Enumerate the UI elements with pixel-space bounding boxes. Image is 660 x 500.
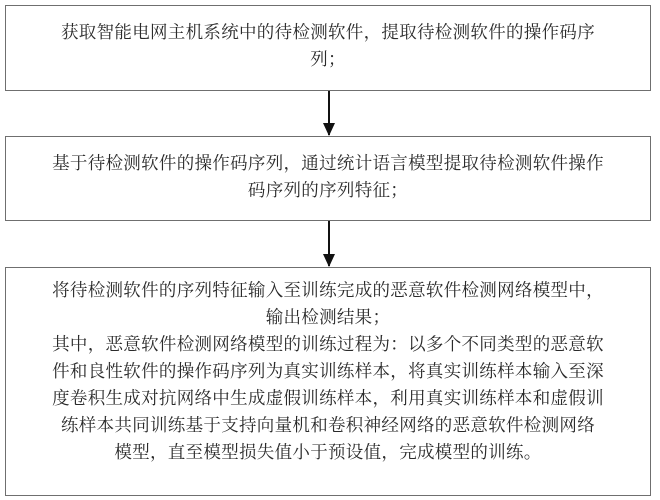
step-3-line-5: 度卷积生成对抗网络中生成虚假训练样本，利用真实训练样本和虚假训 <box>52 389 604 409</box>
step-2-line-2: 码序列的序列特征； <box>247 181 409 201</box>
step-3-text <box>16 278 640 467</box>
step-3-line-2: 输出检测结果； <box>265 308 391 328</box>
step-2-line-1: 基于待检测软件的操作码序列，通过统计语言模型提取待检测软件操作 <box>52 154 604 174</box>
step-3-line-4: 件和良性软件的操作码序列为真实训练样本，将真实训练样本输入至深 <box>52 362 604 382</box>
step-1-box <box>5 5 651 91</box>
step-2-text <box>16 151 640 205</box>
step-3-line-1: 将待检测软件的序列特征输入至训练完成的恶意软件检测网络模型中， <box>52 281 604 301</box>
step-3-line-7: 模型，直至模型损失值小于预设值，完成模型的训练。 <box>114 443 542 463</box>
step-1-line-2: 列； <box>310 50 346 70</box>
step-3-line-6: 练样本共同训练基于支持向量机和卷积神经网络的恶意软件检测网络 <box>61 416 595 436</box>
step-3-line-3: 其中，恶意软件检测网络模型的训练过程为：以多个不同类型的恶意软 <box>52 335 604 355</box>
step-1-line-1: 获取智能电网主机系统中的待检测软件，提取待检测软件的操作码序 <box>61 23 595 43</box>
step-2-box <box>5 136 651 221</box>
step-1-text <box>16 20 640 74</box>
arrow-down-icon <box>328 221 330 266</box>
step-3-box <box>5 267 651 496</box>
arrow-down-icon <box>328 91 330 135</box>
